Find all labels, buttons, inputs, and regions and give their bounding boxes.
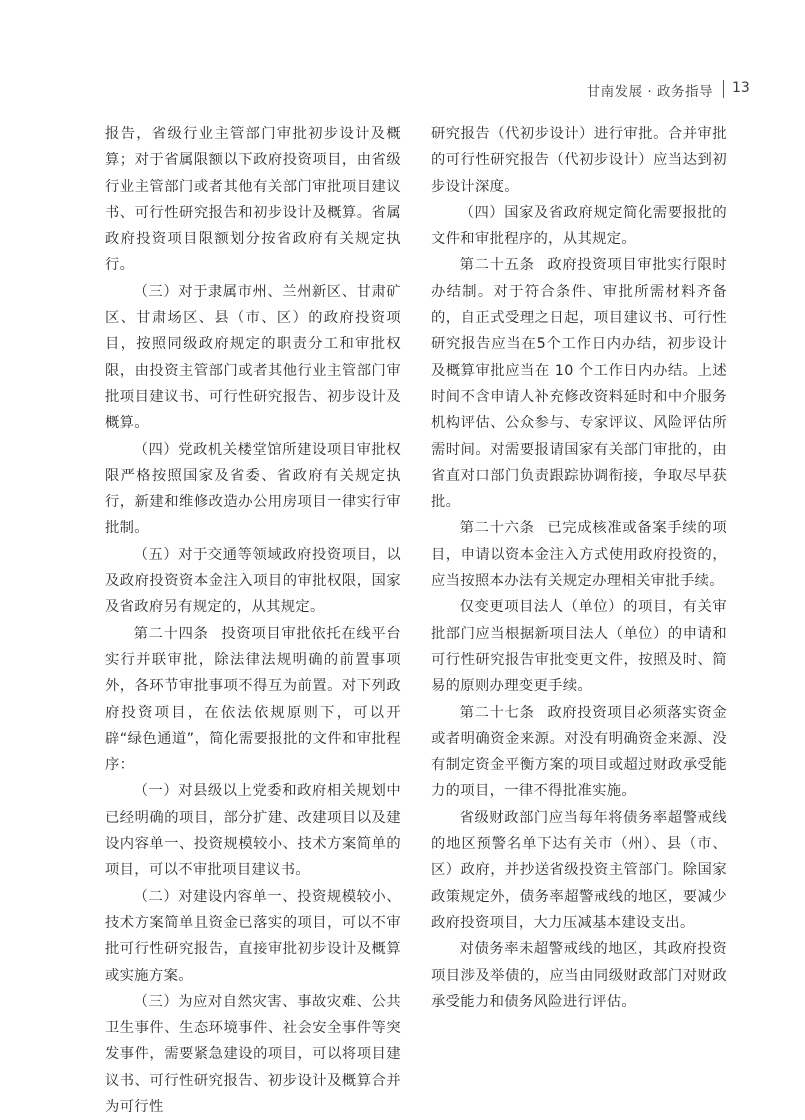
paragraph: （四）国家及省政府规定简化需要报批的文件和审批程序的，从其规定。 [431, 204, 727, 248]
article-number: 第二十六条 [459, 520, 535, 537]
page-header [0, 78, 805, 100]
page-number: 13 [732, 80, 750, 96]
right-text-column [431, 121, 727, 1015]
article-paragraph: 第二十六条 已完成核准或备案手续的项目，申请以资本金注入方式使用政府投资的，应当按照本办法有关规定办理相关审批手续。 [431, 520, 727, 590]
article-number: 第二十五条 [459, 257, 535, 274]
article-paragraph: 第二十五条 政府投资项目审批实行限时办结制。对于符合条件、审批所需材料齐备的，自正式受理之日起，项目建议书、可行性研究报告应当在5个工作日内办结，初步设计及概算审批应当在 10 个工作日内办结。上述时间不含申请人补充修改资料延时和中介服务机构评估、公众参与、专家评议、风险评估所需时间。对需要报请国家有关部门审批的，由省直对口部门负责跟踪协调衔接，争取尽早获批。 [431, 257, 727, 511]
paragraph: 仅变更项目法人（单位）的项目，有关审批部门应当根据新项目法人（单位）的申请和可行性研究报告审批变更文件，按照及时、简易的原则办理变更手续。 [431, 599, 727, 695]
paragraph: （二）对建设内容单一、投资规模较小、技术方案简单且资金已落实的项目，可以不审批可行性研究报告，直接审批初步设计及概算或实施方案。 [105, 888, 401, 984]
paragraph: 研究报告（代初步设计）进行审批。合并审批的可行性研究报告（代初步设计）应当达到初步设计深度。 [431, 126, 727, 195]
left-text-column [105, 121, 401, 1120]
article-number: 第二十七条 [459, 704, 535, 721]
publication-title: 甘南发展 · 政务指导 [586, 84, 713, 100]
header-divider [723, 80, 724, 98]
article-paragraph: 第二十七条 政府投资项目必须落实资金或者明确资金来源。对没有明确资金来源、没有制定资金平衡方案的项目或超过财政承受能力的项目，一律不得批准实施。 [431, 704, 727, 800]
paragraph: 对债务率未超警戒线的地区，其政府投资项目涉及举债的，应当由同级财政部门对财政承受能力和债务风险进行评估。 [431, 941, 727, 1010]
paragraph: 报告，省级行业主管部门审批初步设计及概算；对于省属限额以下政府投资项目，由省级行业主管部门或者其他有关部门审批项目建议书、可行性研究报告和初步设计及概算。省属政府投资项目限额划分按省政府有关规定执行。 [105, 126, 401, 274]
paragraph: （五）对于交通等领域政府投资项目，以及政府投资资本金注入项目的审批权限，国家及省政府另有规定的，从其规定。 [105, 546, 401, 616]
paragraph: 省级财政部门应当每年将债务率超警戒线的地区预警名单下达有关市（州）、县（市、区）政府，并抄送省级投资主管部门。除国家政策规定外，债务率超警戒线的地区，要减少政府投资项目，大力压减基本建设支出。 [431, 809, 727, 931]
article-number: 第二十四条 [133, 625, 209, 642]
article-paragraph: 第二十四条 投资项目审批依托在线平台实行并联审批，除法律法规明确的前置事项外，各环节审批事项不得互为前置。对下列政府投资项目，在依法依规原则下，可以开辟“绿色通道”，简化需要报批的文件和审批程序： [105, 625, 401, 774]
paragraph: （四）党政机关楼堂馆所建设项目审批权限严格按照国家及省委、省政府有关规定执行，新建和维修改造办公用房项目一律实行审批制。 [105, 441, 401, 537]
paragraph: （三）为应对自然灾害、事故灾难、公共卫生事件、生态环境事件、社会安全事件等突发事件，需要紧急建设的项目，可以将项目建议书、可行性研究报告、初步设计及概算合并为可行性 [105, 993, 401, 1115]
paragraph: （一）对县级以上党委和政府相关规划中已经明确的项目，部分扩建、改建项目以及建设内容单一、投资规模较小、技术方案简单的项目，可以不审批项目建议书。 [105, 783, 401, 879]
paragraph: （三）对于隶属市州、兰州新区、甘肃矿区、甘肃场区、县（市、区）的政府投资项目，按照同级政府规定的职责分工和审批权限，由投资主管部门或者其他行业主管部门审批项目建议书、可行性研究报告、初步设计及概算。 [105, 283, 401, 432]
